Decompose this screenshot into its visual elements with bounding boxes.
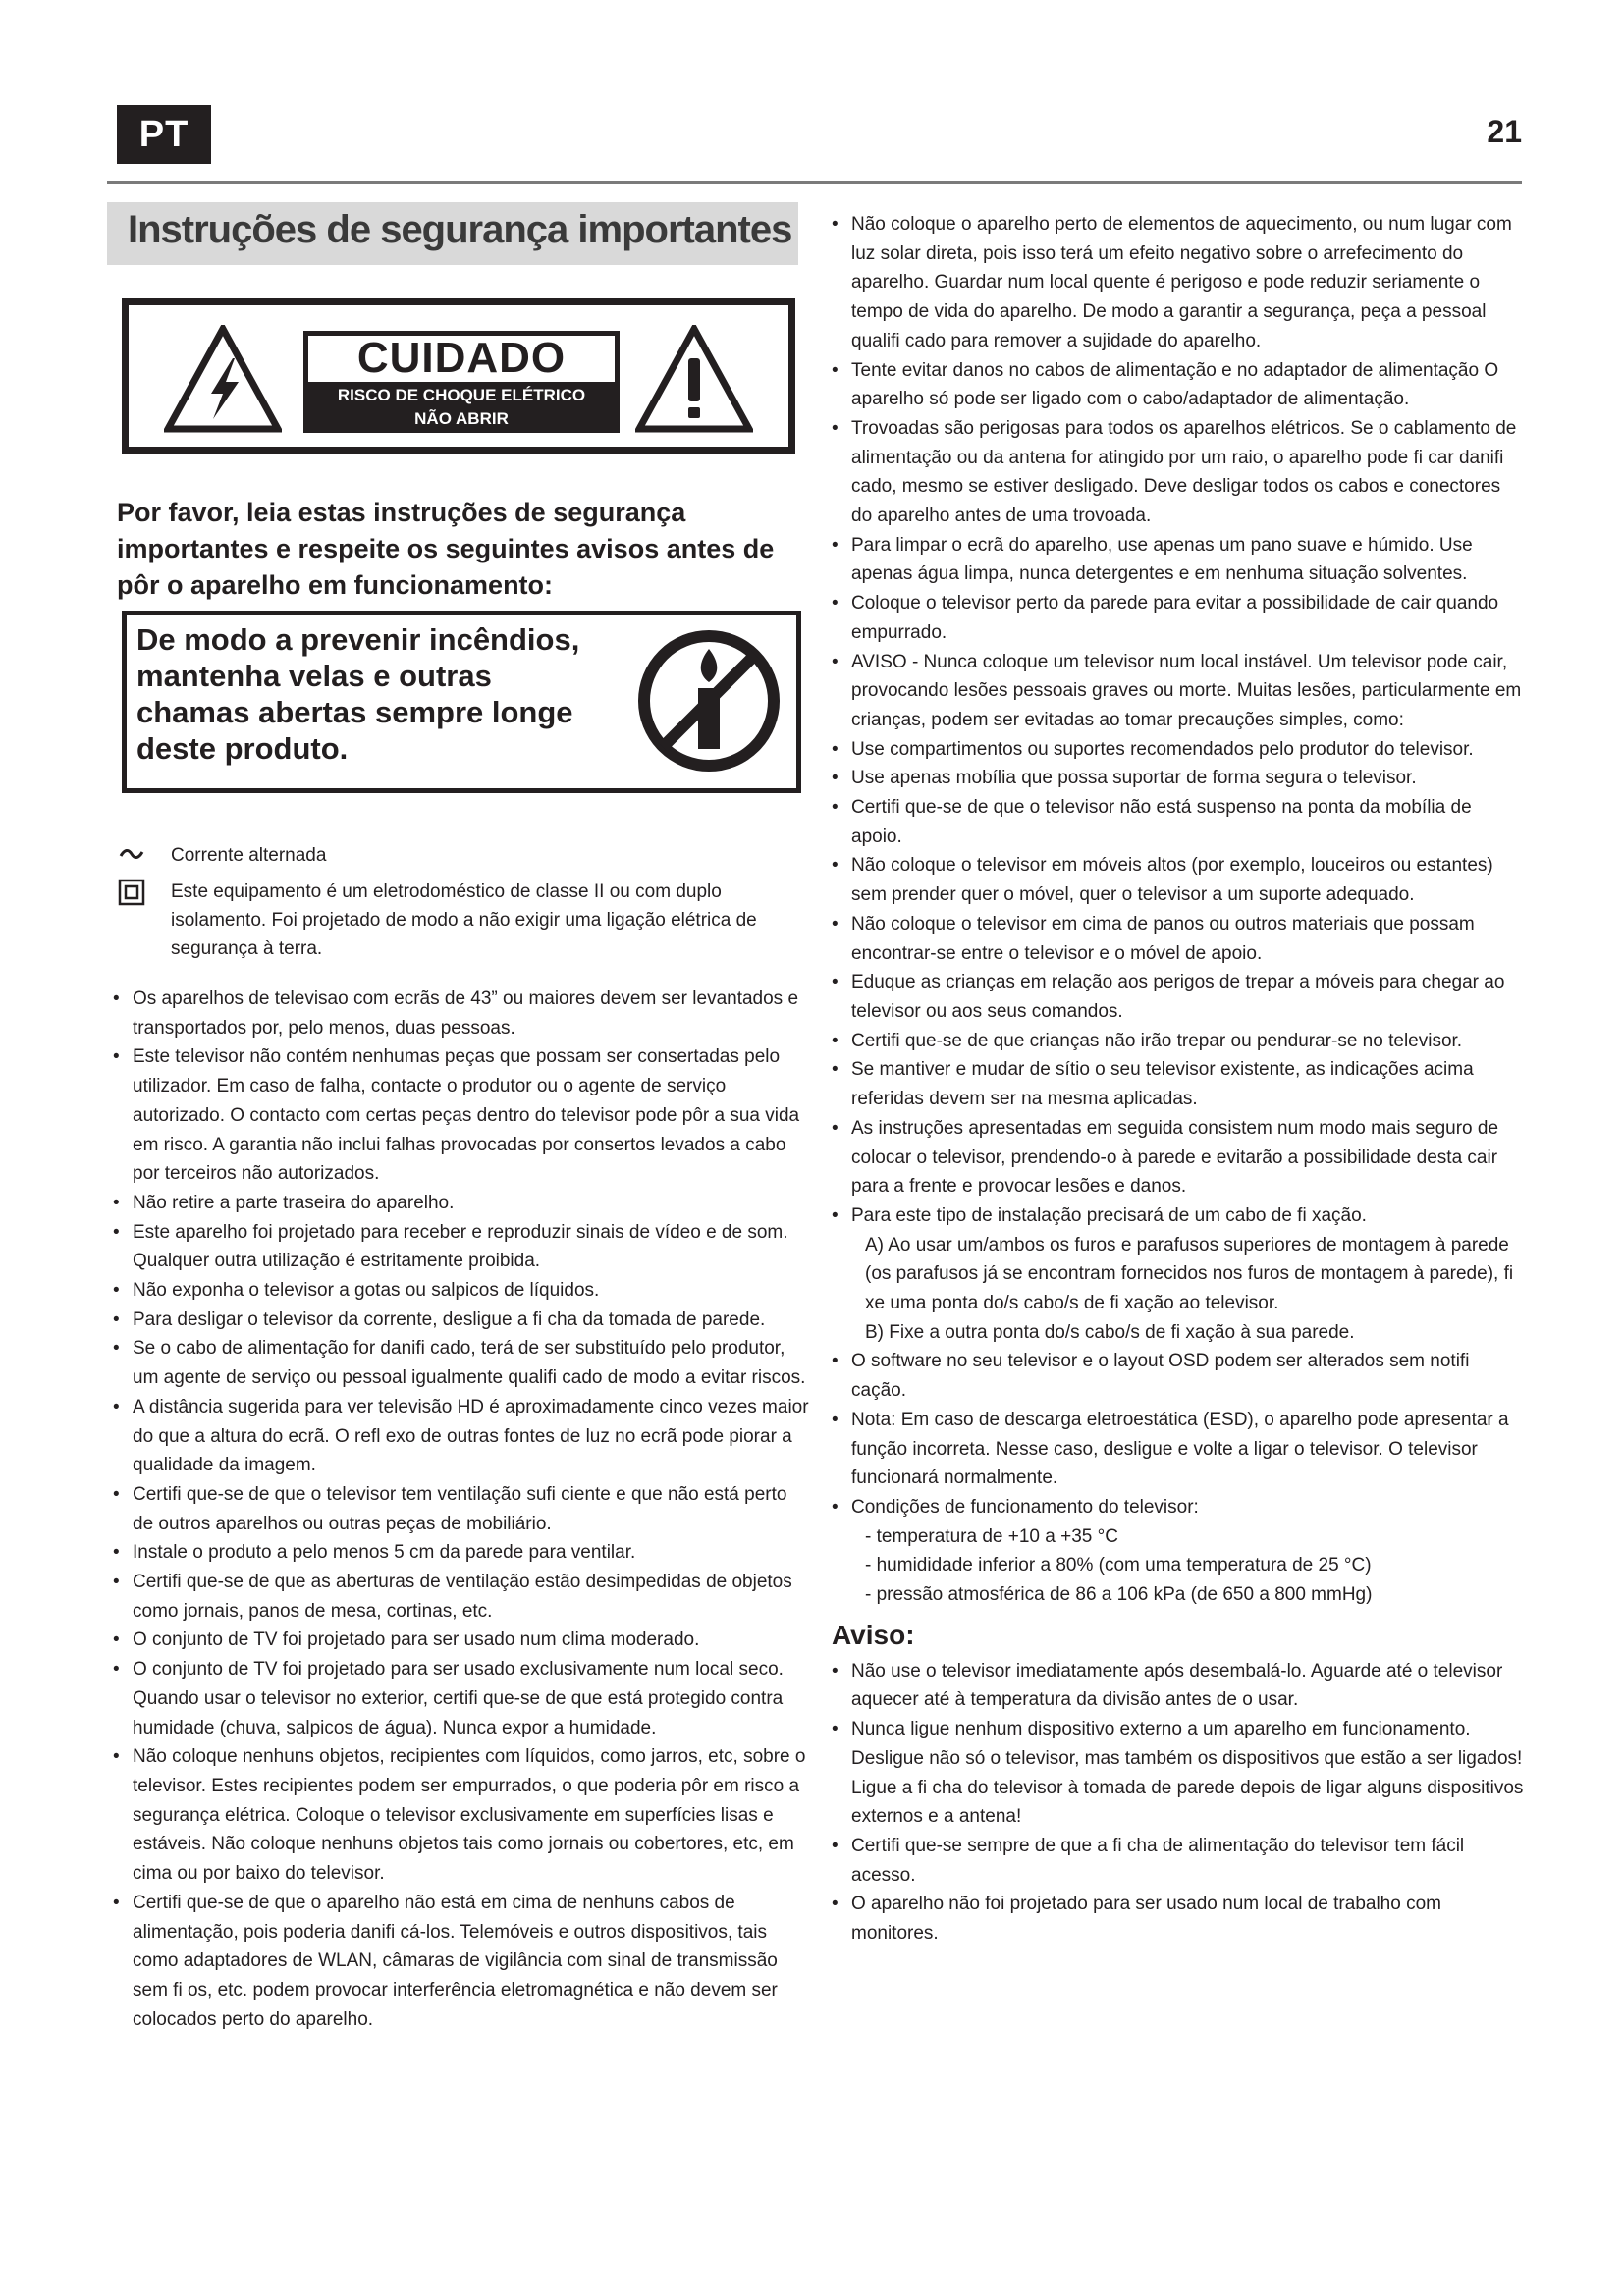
electric-shock-warning-icon <box>164 325 282 433</box>
caution-warning-box <box>122 298 795 454</box>
caution-word: CUIDADO <box>303 331 620 382</box>
symbol-row-class-ii <box>117 878 804 966</box>
symbol-text-ac: Corrente alternada <box>171 845 327 866</box>
list-item: • O software no seu televisor e o layout OSD podem ser alterados sem notifi cação. <box>832 1347 1524 1405</box>
mount-step: A) Ao usar um/ambos os furos e parafusos superiores de montagem à parede (os parafusos já se encontram fornecidos nos furos de montagem à parede), fi xe uma ponta do/s cabo/s de fi xação ao televisor. <box>865 1234 1514 1314</box>
ac-tilde-icon <box>117 841 146 871</box>
list-item: • Para desligar o televisor da corrente, desligue a fi cha da tomada de parede. <box>113 1306 810 1335</box>
caution-line-2: NÃO ABRIR <box>414 409 509 428</box>
exclamation-warning-icon <box>635 325 753 433</box>
list-item: • Certifi que-se sempre de que a fi cha de alimentação do televisor tem fácil acesso. <box>832 1832 1524 1890</box>
language-badge: PT <box>117 105 211 164</box>
list-item: • Para limpar o ecrã do aparelho, use apenas um pano suave e húmido. Use apenas água limpa, nunca detergentes e em nenhuma situação solventes. <box>832 531 1524 589</box>
symbol-row-ac <box>117 841 804 871</box>
list-item: • Este aparelho foi projetado para receber e reproduzir sinais de vídeo e de som. Qualquer outra utilização é estritamente proibida. <box>113 1218 810 1276</box>
list-item: • Condições de funcionamento do televisor: <box>832 1493 1524 1522</box>
list-item: • O conjunto de TV foi projetado para ser usado num clima moderado. <box>113 1626 810 1655</box>
left-safety-list <box>113 985 810 2034</box>
operating-condition: - humididade inferior a 80% (com uma temperatura de 25 °C) <box>865 1555 1372 1576</box>
list-item: • Certifi que-se de que o aparelho não está em cima de nenhuns cabos de alimentação, pois poderia danifi cá-los. Telemóveis e outros dispositivos, tais como adaptadores de WLAN, câmaras de vigilância com sinal de transmissão sem fi os, etc. podem provocar interferência eletromagnética e não devem ser colocados perto do aparelho. <box>113 1889 810 2035</box>
caution-subtext <box>303 382 620 433</box>
list-item: • Se mantiver e mudar de sítio o seu televisor existente, as indicações acima referidas devem ser na mesma aplicadas. <box>832 1055 1524 1113</box>
list-item: • Não coloque nenhuns objetos, recipientes com líquidos, como jarros, etc, sobre o televisor. Estes recipientes podem ser empurrados, o que poderia pôr em risco a segurança elétrica. Coloque o televisor exclusivamente em superfícies lisas e estáveis. Não coloque nenhuns objetos tais como jornais ou cobertores, etc, em cima ou por baixo do televisor. <box>113 1742 810 1889</box>
list-item: • Se o cabo de alimentação for danifi cado, terá de ser substituído pelo produtor, um agente de serviço ou pessoal igualmente qualifi cado de modo a evitar riscos. <box>113 1334 810 1392</box>
list-item: • A distância sugerida para ver televisão HD é aproximadamente cinco vezes maior do que a altura do ecrã. O refl exo de outras fontes de luz no ecrã pode piorar a qualidade da imagem. <box>113 1393 810 1480</box>
list-item: • Use apenas mobília que possa suportar de forma segura o televisor. <box>832 764 1524 793</box>
list-item: • Tente evitar danos no cabos de alimentação e no adaptador de alimentação O aparelho só pode ser ligado com o cabo/adaptador de alimentação. <box>832 356 1524 414</box>
page-number: 21 <box>1487 114 1522 149</box>
fire-warning-box <box>122 611 801 793</box>
header-divider <box>107 181 1522 184</box>
fire-warning-text: De modo a prevenir incêndios, mantenha velas e outras chamas abertas sempre longe deste produto. <box>136 622 580 766</box>
list-item: • Use compartimentos ou suportes recomendados pelo produtor do televisor. <box>832 735 1524 765</box>
section-title-band <box>107 202 798 265</box>
list-item: • Não retire a parte traseira do aparelho. <box>113 1189 810 1218</box>
list-item: • Certifi que-se de que crianças não irão trepar ou pendurar-se no televisor. <box>832 1027 1524 1056</box>
no-open-flame-icon <box>635 627 783 774</box>
list-item: • Não coloque o televisor em cima de panos ou outros materiais que possam encontrar-se entre o televisor e o móvel de apoio. <box>832 910 1524 968</box>
list-item: • Os aparelhos de televisao com ecrãs de 43” ou maiores devem ser levantados e transportados por, pelo menos, duas pessoas. <box>113 985 810 1042</box>
symbol-text-class-ii: Este equipamento é um eletrodoméstico de classe II ou com duplo isolamento. Foi projetado de modo a não exigir uma ligação elétrica de segurança à terra. <box>171 881 757 959</box>
class-ii-double-square-icon <box>117 878 146 907</box>
list-item: • Coloque o televisor perto da parede para evitar a possibilidade de cair quando empurrado. <box>832 589 1524 647</box>
right-safety-list <box>832 210 1524 1949</box>
list-item: • Eduque as crianças em relação aos perigos de trepar a móveis para chegar ao televisor ou aos seus comandos. <box>832 968 1524 1026</box>
mount-step: B) Fixe a outra ponta do/s cabo/s de fi xação à sua parede. <box>865 1321 1355 1343</box>
aviso-heading: Aviso: <box>832 1619 915 1650</box>
list-item: • Não coloque o televisor em móveis altos (por exemplo, louceiros ou estantes) sem prender quer o móvel, quer o televisor a um suporte adequado. <box>832 851 1524 909</box>
list-item: • Nunca ligue nenhum dispositivo externo a um aparelho em funcionamento. Desligue não só o televisor, mas também os dispositivos que estão a ser ligados! Ligue a fi cha do televisor à tomada de parede depois de ligar alguns dispositivos externos e a antena! <box>832 1715 1524 1832</box>
operating-condition: - pressão atmosférica de 86 a 106 kPa (de 650 a 800 mmHg) <box>865 1584 1373 1606</box>
list-item: • Certifi que-se de que o televisor tem ventilação sufi ciente e que não está perto de outros aparelhos ou outras peças de mobiliário. <box>113 1480 810 1538</box>
intro-paragraph: Por favor, leia estas instruções de segurança importantes e respeite os seguintes avisos antes de pôr o aparelho em funcionamento: <box>117 498 775 600</box>
list-item: • As instruções apresentadas em seguida consistem num modo mais seguro de colocar o televisor, prendendo-o à parede e evitarão a possibilidade desta cair para a frente e provocar lesões e danos. <box>832 1114 1524 1201</box>
caution-line-1: RISCO DE CHOQUE ELÉTRICO <box>337 386 586 404</box>
page-title: Instruções de segurança importantes <box>128 208 792 251</box>
list-item: • O conjunto de TV foi projetado para ser usado exclusivamente num local seco. Quando usar o televisor no exterior, certifi que-se de que está protegido contra humidade (chuva, salpicos de água). Nunca expor a humidade. <box>113 1655 810 1742</box>
caution-label <box>303 331 620 433</box>
list-item: • Este televisor não contém nenhumas peças que possam ser consertadas pelo utilizador. Em caso de falha, contacte o produtor ou o agente de serviço autorizado. O contacto com certas peças dentro do televisor pode pôr a sua vida em risco. A garantia não inclui falhas provocadas por consertos levados a cabo por terceiros não autorizados. <box>113 1042 810 1189</box>
list-item: • Nota: Em caso de descarga eletroestática (ESD), o aparelho pode apresentar a função incorreta. Nesse caso, desligue e volte a ligar o televisor. O televisor funcionará normalmente. <box>832 1406 1524 1493</box>
list-item: • AVISO - Nunca coloque um televisor num local instável. Um televisor pode cair, provocando lesões pessoais graves ou morte. Muitas lesões, particularmente em crianças, podem ser evitadas ao tomar precauções simples, como: <box>832 648 1524 735</box>
list-item: • Não use o televisor imediatamente após desembalá-lo. Aguarde até o televisor aquecer até à temperatura da divisão antes de o usar. <box>832 1657 1524 1715</box>
list-item: • Não exponha o televisor a gotas ou salpicos de líquidos. <box>113 1276 810 1306</box>
list-item: • Trovoadas são perigosas para todos os aparelhos elétricos. Se o cablamento de alimentação ou da antena for atingido por um raio, o aparelho pode fi car danifi cado, mesmo se estiver desligado. Deve desligar todos os cabos e conectores do aparelho antes de uma trovoada. <box>832 414 1524 531</box>
list-item: • Instale o produto a pelo menos 5 cm da parede para ventilar. <box>113 1538 810 1568</box>
list-item: • O aparelho não foi projetado para ser usado num local de trabalho com monitores. <box>832 1890 1524 1948</box>
list-item: • Para este tipo de instalação precisará de um cabo de fi xação. <box>832 1201 1524 1231</box>
list-item: • Certifi que-se de que as aberturas de ventilação estão desimpedidas de objetos como jornais, panos de mesa, cortinas, etc. <box>113 1568 810 1626</box>
operating-condition: - temperatura de +10 a +35 °C <box>865 1525 1118 1547</box>
list-item: • Certifi que-se de que o televisor não está suspenso na ponta da mobília de apoio. <box>832 793 1524 851</box>
list-item: • Não coloque o aparelho perto de elementos de aquecimento, ou num lugar com luz solar direta, pois isso terá um efeito negativo sobre o arrefecimento do aparelho. Guardar num local quente é perigoso e pode reduzir seriamente o tempo de vida do aparelho. De modo a garantir a segurança, peça a pessoal qualifi cado para remover a sujidade do aparelho. <box>832 210 1524 356</box>
